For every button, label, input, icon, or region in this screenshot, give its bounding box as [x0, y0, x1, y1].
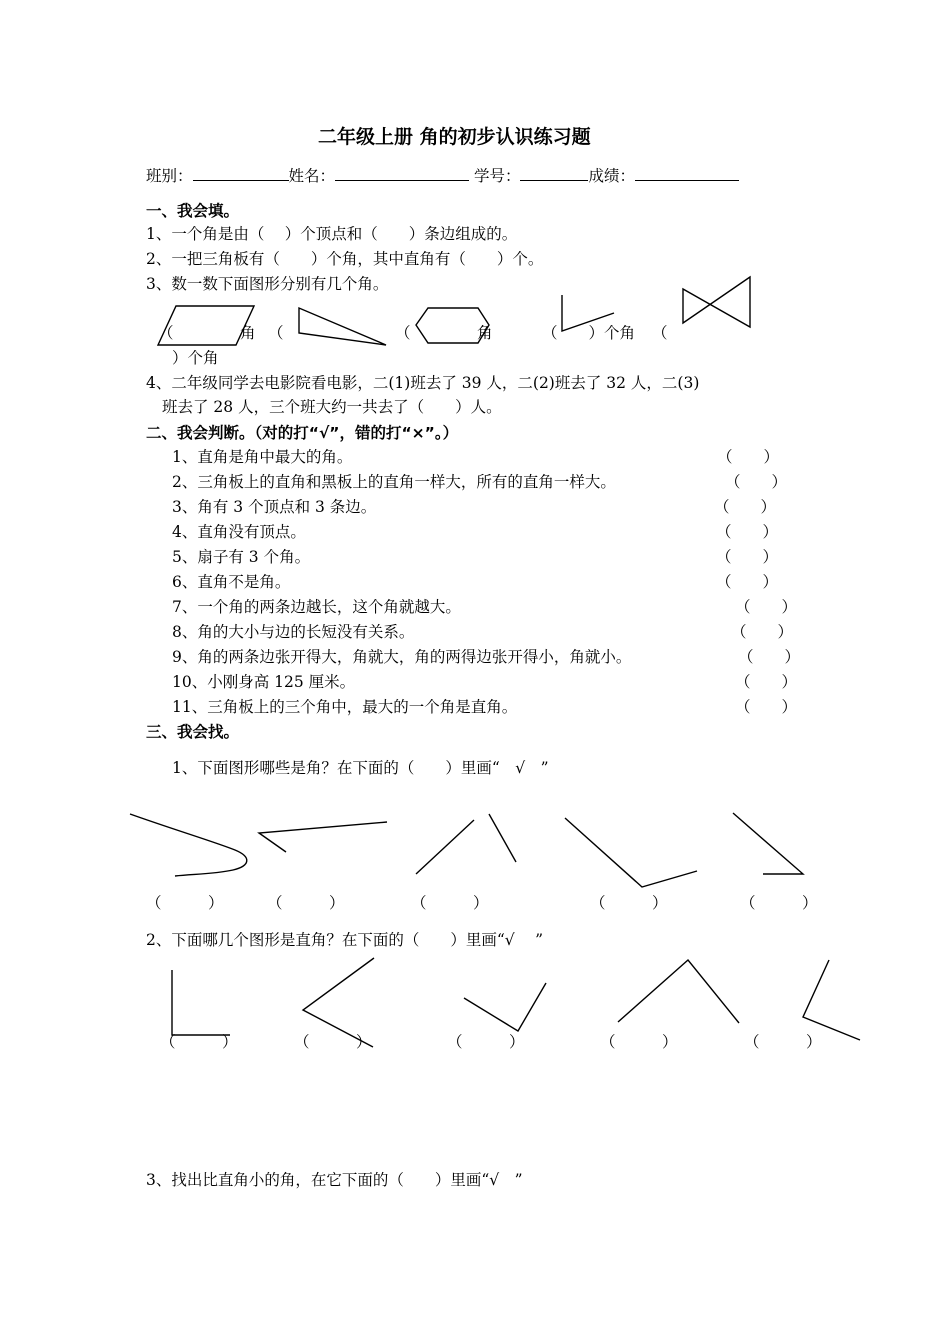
judge-bracket-2[interactable]: （ ）: [725, 473, 788, 491]
find-q2-bracket-3[interactable]: （ ）: [447, 1033, 525, 1051]
find-q2-bracket-5[interactable]: （ ）: [744, 1033, 822, 1051]
fill-question-4-line1: 4、二年级同学去电影院看电影，二(1)班去了 39 人，二(2)班去了 32 人，二(3): [146, 374, 700, 392]
separate-lines-b: [489, 814, 516, 862]
judge-item-9: 9、角的两条边张开得大，角就大，角的两得边张开得小，角就小。: [172, 648, 632, 666]
fill-question-1: 1、一个角是由（ ）个顶点和（ ）条边组成的。: [146, 225, 518, 243]
fill-question-3: 3、数一数下面图形分别有几个角。: [146, 275, 389, 293]
judge-bracket-3[interactable]: （ ）: [714, 498, 777, 516]
q3-blank-3[interactable]: （: [395, 324, 411, 342]
parallelogram-figure: [158, 306, 254, 345]
curved-figure: [130, 814, 247, 876]
q3-blank-5-end: ）个角: [172, 349, 219, 367]
judge-item-7: 7、一个角的两条边越长，这个角就越大。: [172, 598, 461, 616]
q3-blank-1[interactable]: （: [158, 324, 174, 342]
judge-bracket-5[interactable]: （ ）: [716, 548, 779, 566]
score-label: 成绩：: [588, 167, 635, 185]
section2-heading: 二、我会判断。（对的打“√”，错的打“×”。）: [146, 424, 459, 442]
judge-item-2: 2、三角板上的直角和黑板上的直角一样大，所有的直角一样大。: [172, 473, 616, 491]
q3-blank-4[interactable]: （ ）个角: [542, 324, 636, 342]
judge-bracket-1[interactable]: （ ）: [717, 448, 780, 466]
angle-figure: [562, 295, 614, 331]
angle-figure-3: [464, 983, 546, 1031]
fill-question-2: 2、一把三角板有（ ）个角，其中直角有（ ）个。: [146, 250, 544, 268]
class-label: 班别：: [146, 167, 193, 185]
judge-item-11: 11、三角板上的三个角中，最大的一个角是直角。: [172, 698, 518, 716]
number-label: 学号：: [473, 167, 521, 185]
find-question-1: 1、下面图形哪些是角？在下面的（ ）里画“ √ ”: [172, 759, 549, 777]
find-q1-bracket-1[interactable]: （ ）: [146, 894, 224, 912]
find-q2-bracket-1[interactable]: （ ）: [160, 1033, 238, 1051]
name-label: 姓名：: [288, 167, 336, 185]
section3-heading: 三、我会找。: [146, 723, 240, 741]
judge-bracket-6[interactable]: （ ）: [716, 573, 779, 591]
q3-blank-1-end: 角: [240, 324, 256, 342]
right-angle-figure: [172, 970, 230, 1035]
find-q1-bracket-5[interactable]: （ ）: [740, 894, 818, 912]
judge-item-1: 1、直角是角中最大的角。: [172, 448, 353, 466]
angle-figure-5: [803, 960, 860, 1040]
fill-question-4-line2: 班去了 28 人，三个班大约一共去了（ ）人。: [162, 398, 502, 416]
find-q2-bracket-4[interactable]: （ ）: [600, 1033, 678, 1051]
judge-item-10: 10、小刚身高 125 厘米。: [172, 673, 356, 691]
find-q1-bracket-4[interactable]: （ ）: [590, 894, 668, 912]
judge-bracket-8[interactable]: （ ）: [731, 623, 794, 641]
find-question-2: 2、下面哪几个图形是直角？在下面的（ ）里画“√ ”: [146, 931, 544, 949]
angle-figure-2: [303, 958, 374, 1047]
hexagon-figure: [416, 308, 489, 343]
q3-blank-3-end: 角: [477, 324, 493, 342]
open-angle-figure: [259, 822, 387, 852]
bowtie-figure: [683, 277, 750, 327]
judge-bracket-11[interactable]: （ ）: [735, 698, 798, 716]
separate-lines-a: [416, 820, 474, 874]
obtuse-angle-figure: [565, 818, 697, 887]
find-q1-bracket-2[interactable]: （ ）: [267, 894, 345, 912]
judge-item-5: 5、扇子有 3 个角。: [172, 548, 311, 566]
page-title: 二年级上册 角的初步认识练习题: [318, 126, 591, 148]
judge-bracket-9[interactable]: （ ）: [738, 648, 801, 666]
judge-item-4: 4、直角没有顶点。: [172, 523, 306, 541]
find-q1-bracket-3[interactable]: （ ）: [411, 894, 489, 912]
find-q2-bracket-2[interactable]: （ ）: [294, 1033, 372, 1051]
judge-item-8: 8、角的大小与边的长短没有关系。: [172, 623, 415, 641]
q3-blank-2[interactable]: （: [268, 324, 284, 342]
judge-bracket-10[interactable]: （ ）: [735, 673, 798, 691]
acute-angle-figure: [733, 813, 803, 874]
judge-bracket-7[interactable]: （ ）: [735, 598, 798, 616]
q3-blank-5[interactable]: （: [652, 324, 668, 342]
judge-bracket-4[interactable]: （ ）: [716, 523, 779, 541]
judge-item-6: 6、直角不是角。: [172, 573, 291, 591]
judge-item-3: 3、角有 3 个顶点和 3 条边。: [172, 498, 377, 516]
angle-figure-4: [618, 960, 739, 1023]
section1-heading: 一、我会填。: [146, 202, 240, 220]
triangle-figure: [299, 308, 386, 345]
find-question-3: 3、找出比直角小的角，在它下面的（ ）里画“√ ”: [146, 1171, 523, 1189]
